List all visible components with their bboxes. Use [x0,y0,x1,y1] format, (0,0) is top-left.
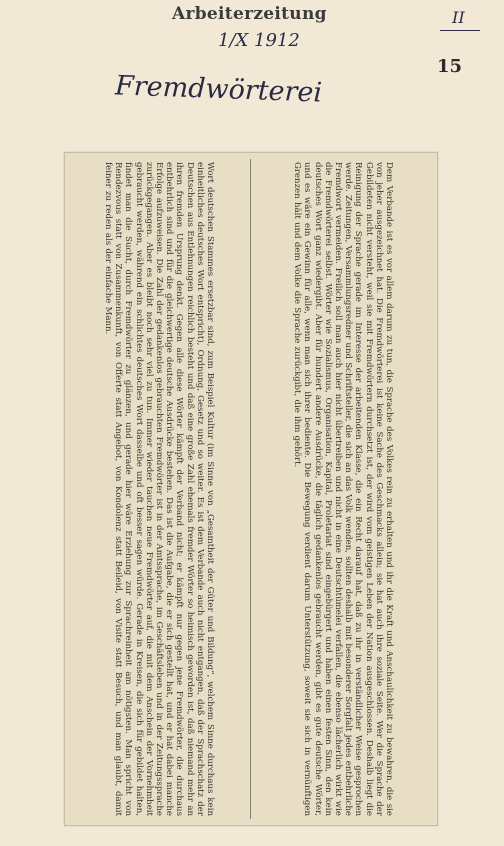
page-number: 15 [437,56,463,77]
handwritten-mark: II [452,8,465,27]
article-column-right [253,159,433,819]
newspaper-name: Arbeiterzeitung [172,4,327,24]
article-text-right: Dem Verbande ist es vor allem darum zu tun, die Sprache des Volkes rein zu erhalten und ihr die Kraft und Anschaulichkeit zu bewahren, die sie von jeher ausgezeichnet hat. Die Fremdwörterei ist keine Sache des Geschmacks allein; sie hat auch ihre soziale Seite. Wer die Sprache der Gebildeten nicht versteht, weil sie mit Fremdwörtern durchsetzt ist, der wird vom geistigen Leben der Nation ausgeschlossen. Deshalb liegt die Reinigung der Sprache gerade im Interesse der arbeitenden Klasse, die ein Recht darauf hat, daß zu ihr in verständlicher Weise gesprochen werde. Zeitungen, Versammlungsredner und Schriftsteller, die sich an das Volk wenden, sollten deshalb mit besonderer Sorgfalt jedes entbehrliche Fremdwort vermeiden. Freilich soll man auch hier nicht übertreiben und nicht in eine Deutschtümelei verfallen, die ebenso lächerlich wirkt wie die Fremdwörterei selbst. Wörter wie Sozialismus, Organisation, Kapital, Proletariat sind eingebürgert und haben einen festen Sinn, den kein deutsches Wort ganz wiedergibt. Aber für hundert andere Ausdrücke, die täglich gedankenlos gebraucht werden, gibt es gute deutsche Wörter, und es wäre ein Gewinn für alle, wenn man sich ihrer bediente. Die Bewegung verdient darum Unterstützung, soweit sie sich in vernünftigen Grenzen hält und dem Volke die Sprache zurückgibt, die ihm gehört. [292,162,395,816]
column-divider [250,159,251,819]
article-column-left [69,159,249,819]
mark-underline [440,30,480,31]
newspaper-clipping [64,152,438,826]
handwritten-date: 1/X 1912 [218,30,300,51]
handwritten-title: Fremdwörterei [114,70,323,109]
article-text-left: Wort deutschen Stammes ersetzbar sind, zum Beispiel Kultur (im Sinne von „Gesamtheit der Güter und Bildung“, welchem Sinne durchaus kein einheitliches deutsches Wort entspricht), Ordnung, Gesetz und so weiter. Es ist dem Verbande auch nicht entgangen, daß der Sprachschatz der Deutschen aus Entlehnungen reichlich besteht und daß eine große Zahl ehemals fremder Wörter so heimisch geworden ist, daß niemand mehr an ihren fremden Ursprung denkt. Gegen alle diese Wörter kämpft der Verband nicht; er kämpft nur gegen jene Fremdwörter, die durchaus entbehrlich sind und für die gleichwertige deutsche Ausdrücke bestehen. Das ist die Aufgabe, die er sich gestellt hat, und er hat dabei manche Erfolge aufzuweisen. Die Zahl der gedankenlos gebrauchten Fremdwörter ist in der Amtssprache, im Geschäftsleben und in der Zeitungssprache zurückgegangen. Aber es bleibt noch sehr viel zu tun. Immer wieder tauchen neue Fremdwörter auf, die mit dem Anschein der Vornehmheit gebraucht werden, während ein schlichtes deutsches Wort dasselbe und oft besser sagen würde. Gerade in Kreisen, die sich für gebildet halten, findet man die Sucht, durch Fremdwörter zu glänzen, und gerade hier wäre Erziehung zur Sprachreinheit am nötigsten. Man spricht von Rendezvous statt von Zusammenkunft, von Offerte statt Angebot, von Kondolenz statt Beileid, von Visite statt Besuch, und man glaubt, damit feiner zu reden als der einfache Mann. [103,162,216,816]
